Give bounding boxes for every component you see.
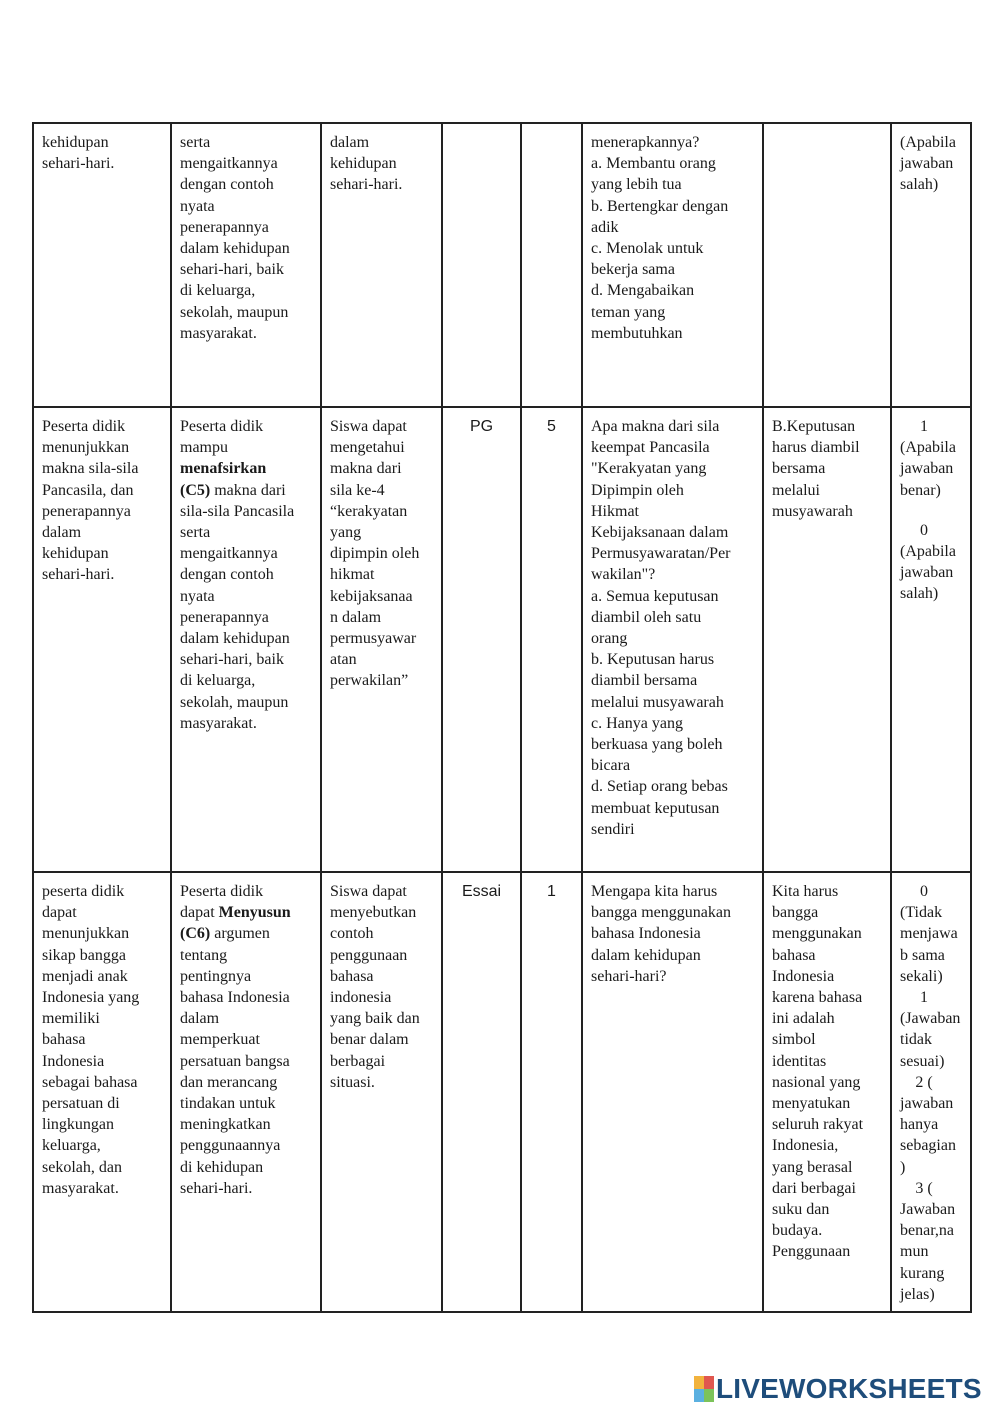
table-body	[33, 123, 971, 1312]
score-line: hanya	[900, 1116, 939, 1134]
indicator-text: mengaitkannya	[180, 155, 278, 173]
question-line: bicara	[591, 757, 631, 775]
competency-cell	[33, 872, 171, 1312]
question-cell	[582, 872, 763, 1312]
score-line: sekali)	[900, 967, 943, 985]
indicator-line	[180, 607, 312, 628]
question-line: orang	[591, 630, 628, 648]
indicator-text: dapat	[180, 904, 219, 922]
objective-line: benar dalam	[330, 1031, 409, 1049]
question-line: sehari-hari?	[591, 967, 667, 985]
indicator-text: mampu	[180, 439, 228, 457]
answer-line: nasional yang	[772, 1073, 861, 1091]
question-line: teman yang	[591, 303, 666, 321]
competency-line: menunjukkan	[42, 439, 130, 457]
question-number-cell: 1	[521, 872, 582, 1312]
indicator-line	[180, 1072, 312, 1093]
indicator-line	[180, 692, 312, 713]
question-line: Permusyawaratan/Per	[591, 545, 731, 563]
question-type-cell: Essai	[442, 872, 521, 1312]
score-cell	[891, 123, 971, 407]
question-line: diambil bersama	[591, 672, 698, 690]
indicator-line	[180, 1135, 312, 1156]
competency-line: memiliki	[42, 1010, 100, 1028]
indicator-text: sila-sila Pancasila	[180, 502, 295, 520]
competency-line: sehari-hari.	[42, 155, 115, 173]
question-line: d. Mengabaikan	[591, 282, 695, 300]
assessment-grid-table	[32, 122, 972, 1313]
question-line: bahasa Indonesia	[591, 925, 701, 943]
competency-line: persatuan di	[42, 1095, 120, 1113]
indicator-line	[180, 280, 312, 301]
indicator-line	[180, 153, 312, 174]
question-line: "Kerakyatan yang	[591, 460, 707, 478]
score-line: 3 (	[915, 1179, 933, 1197]
question-line: bekerja sama	[591, 261, 675, 279]
objective-line: kehidupan	[330, 155, 397, 173]
answer-line: seluruh rakyat	[772, 1116, 864, 1134]
indicator-line	[180, 437, 312, 458]
indicator-text: pentingnya	[180, 967, 252, 985]
indicator-line	[180, 1051, 312, 1072]
score-line: sesuai)	[900, 1052, 945, 1070]
score-line: b sama	[900, 946, 945, 964]
question-line: adik	[591, 218, 619, 236]
competency-line: kehidupan	[42, 545, 109, 563]
question-line: Apa makna dari sila	[591, 418, 720, 435]
indicator-line	[180, 302, 312, 323]
objective-line: contoh	[330, 925, 374, 943]
indicator-text: nyata	[180, 587, 215, 605]
question-line: b. Bertengkar dengan	[591, 197, 729, 215]
objective-line: sila ke-4	[330, 481, 385, 499]
answer-line: karena bahasa	[772, 989, 863, 1007]
question-line: sendiri	[591, 820, 635, 838]
indicator-bold: menafsirkan	[180, 460, 267, 478]
objective-line: permusyawar	[330, 630, 417, 648]
score-line: benar)	[900, 481, 941, 499]
answer-line: bangga	[772, 904, 819, 922]
liveworksheets-logo	[694, 1374, 982, 1404]
question-number-cell	[521, 123, 582, 407]
competency-line: keluarga,	[42, 1137, 101, 1155]
objective-line: situasi.	[330, 1073, 375, 1091]
logo-text: LIVEWORKSHEETS	[716, 1373, 982, 1404]
indicator-line	[180, 543, 312, 564]
answer-line: suku dan	[772, 1201, 830, 1219]
question-line: c. Menolak untuk	[591, 240, 704, 258]
row-bahasa-indonesia	[33, 872, 971, 1312]
question-line: b. Keputusan harus	[591, 651, 715, 669]
indicator-text: sehari-hari, baik	[180, 261, 284, 279]
indicator-text: serta	[180, 524, 211, 542]
score-line: jawaban	[900, 1095, 954, 1113]
answer-line: dari berbagai	[772, 1179, 856, 1197]
competency-line: dalam	[42, 524, 82, 542]
indicator-line	[180, 238, 312, 259]
indicator-line	[180, 1093, 312, 1114]
objective-line: dipimpin oleh	[330, 545, 420, 563]
indicator-text: mengaitkannya	[180, 545, 278, 563]
question-line: membutuhkan	[591, 324, 683, 342]
indicator-text: dengan contoh	[180, 176, 274, 194]
objective-line: yang	[330, 524, 362, 542]
question-type-cell: PG	[442, 407, 521, 872]
competency-line: Indonesia	[42, 1052, 105, 1070]
answer-key-cell	[763, 872, 891, 1312]
answer-line: B.Keputusan	[772, 418, 856, 435]
score-line: salah)	[900, 176, 939, 194]
score-line: sebagian	[900, 1137, 956, 1155]
question-line: keempat Pancasila	[591, 439, 710, 457]
objective-line: penggunaan	[330, 946, 408, 964]
score-line: jawaban	[900, 564, 954, 582]
indicator-line	[180, 501, 312, 522]
indicator-text: serta	[180, 134, 211, 151]
score-line: jawaban	[900, 460, 954, 478]
indicator-text: dalam kehidupan	[180, 630, 290, 648]
objective-line: “kerakyatan	[330, 502, 408, 520]
answer-line: identitas	[772, 1052, 827, 1070]
indicator-cell	[171, 123, 321, 407]
competency-line: Indonesia yang	[42, 989, 140, 1007]
objective-line: sehari-hari.	[330, 176, 403, 194]
indicator-line	[180, 713, 312, 734]
indicator-text: bahasa Indonesia	[180, 989, 290, 1007]
indicator-text: sekolah, maupun	[180, 693, 289, 711]
answer-key-cell	[763, 123, 891, 407]
indicator-text: di keluarga,	[180, 282, 256, 300]
indicator-cell	[171, 407, 321, 872]
competency-line: Pancasila, dan	[42, 481, 134, 499]
score-line: 0	[920, 883, 928, 900]
indicator-line	[180, 196, 312, 217]
indicator-text: penggunaannya	[180, 1137, 281, 1155]
question-line: berkuasa yang boleh	[591, 736, 723, 754]
indicator-text: dalam	[180, 1010, 220, 1028]
indicator-line	[180, 132, 312, 153]
answer-line: Indonesia,	[772, 1137, 839, 1155]
competency-line: sekolah, dan	[42, 1158, 122, 1176]
answer-key-cell	[763, 407, 891, 872]
competency-line: menjadi anak	[42, 967, 128, 985]
objective-line: mengetahui	[330, 439, 405, 457]
score-line: Jawaban	[900, 1201, 956, 1219]
score-line: (Apabila	[900, 543, 956, 561]
indicator-line	[180, 945, 312, 966]
question-line: melalui musyawarah	[591, 693, 724, 711]
answer-line: ini adalah	[772, 1010, 835, 1028]
question-line: a. Membantu orang	[591, 155, 716, 173]
indicator-line	[180, 923, 312, 944]
row-pancasila-sila-4	[33, 407, 971, 872]
answer-line: harus diambil	[772, 439, 860, 457]
question-number-cell: 5	[521, 407, 582, 872]
competency-cell	[33, 407, 171, 872]
competency-line: dapat	[42, 904, 77, 922]
objective-cell	[321, 407, 442, 872]
competency-line: penerapannya	[42, 502, 131, 520]
indicator-line	[180, 966, 312, 987]
objective-line: perwakilan”	[330, 672, 409, 690]
score-line: menjawa	[900, 925, 958, 943]
indicator-text: meningkatkan	[180, 1116, 271, 1134]
answer-line: yang berasal	[772, 1158, 853, 1176]
score-line: (Tidak	[900, 904, 943, 922]
indicator-text: di keluarga,	[180, 672, 256, 690]
indicator-line	[180, 586, 312, 607]
indicator-text: dalam kehidupan	[180, 240, 290, 258]
score-line: salah)	[900, 585, 939, 603]
objective-line: Siswa dapat	[330, 883, 407, 900]
indicator-text: persatuan bangsa	[180, 1052, 290, 1070]
question-line: membuat keputusan	[591, 799, 720, 817]
question-cell	[582, 407, 763, 872]
score-line: 1	[920, 418, 928, 435]
question-cell	[582, 123, 763, 407]
question-line: diambil oleh satu	[591, 608, 702, 626]
objective-line: yang baik dan	[330, 1010, 420, 1028]
objective-line: makna dari	[330, 460, 402, 478]
question-line: Kebijaksanaan dalam	[591, 524, 729, 542]
question-line: Mengapa kita harus	[591, 883, 718, 900]
question-line: bangga menggunakan	[591, 904, 731, 922]
objective-cell	[321, 872, 442, 1312]
indicator-line	[180, 1178, 312, 1199]
answer-line: Kita harus	[772, 883, 839, 900]
score-line: (Jawaban	[900, 1010, 961, 1028]
score-cell	[891, 407, 971, 872]
score-line: )	[900, 1158, 906, 1176]
indicator-text: dan merancang	[180, 1073, 278, 1091]
indicator-line	[180, 902, 312, 923]
competency-line: masyarakat.	[42, 1179, 119, 1197]
score-line: 1	[920, 989, 928, 1007]
indicator-text: Peserta didik	[180, 418, 264, 435]
indicator-text: penerapannya	[180, 218, 269, 236]
objective-line: dalam	[330, 134, 370, 151]
indicator-text: nyata	[180, 197, 215, 215]
question-line: dalam kehidupan	[591, 946, 701, 964]
indicator-text: dengan contoh	[180, 566, 274, 584]
answer-line: Penggunaan	[772, 1243, 851, 1261]
indicator-line	[180, 1157, 312, 1178]
indicator-bold: (C5)	[180, 481, 211, 499]
indicator-text: penerapannya	[180, 608, 269, 626]
objective-line: bahasa	[330, 967, 374, 985]
indicator-text: makna dari	[210, 481, 286, 499]
objective-line: kebijaksanaa	[330, 587, 413, 605]
indicator-cell	[171, 872, 321, 1312]
objective-line: indonesia	[330, 989, 392, 1007]
indicator-line	[180, 881, 312, 902]
answer-line: menyatukan	[772, 1095, 851, 1113]
indicator-line	[180, 174, 312, 195]
competency-line: sikap bangga	[42, 946, 126, 964]
score-line: (Apabila	[900, 439, 956, 457]
indicator-line	[180, 670, 312, 691]
question-line: wakilan"?	[591, 566, 656, 584]
objective-line: atan	[330, 651, 357, 669]
score-line: mun	[900, 1243, 929, 1261]
logo-mark-icon	[694, 1376, 714, 1402]
competency-line: menunjukkan	[42, 925, 130, 943]
answer-line: Indonesia	[772, 967, 835, 985]
competency-line: sebagai bahasa	[42, 1073, 138, 1091]
question-type-cell	[442, 123, 521, 407]
objective-line: hikmat	[330, 566, 375, 584]
competency-cell	[33, 123, 171, 407]
score-line: benar,na	[900, 1222, 954, 1240]
indicator-line	[180, 1114, 312, 1135]
question-line: menerapkannya?	[591, 134, 700, 151]
indicator-line	[180, 458, 312, 479]
indicator-line	[180, 522, 312, 543]
question-line: d. Setiap orang bebas	[591, 778, 728, 796]
indicator-line	[180, 1029, 312, 1050]
answer-line: musyawarah	[772, 502, 853, 520]
competency-line: kehidupan	[42, 134, 109, 151]
score-line: 0	[920, 521, 928, 539]
indicator-text: tindakan untuk	[180, 1095, 276, 1113]
competency-line: sehari-hari.	[42, 566, 115, 584]
indicator-text: tentang	[180, 946, 228, 964]
question-line: Dipimpin oleh	[591, 481, 684, 499]
score-cell	[891, 872, 971, 1312]
indicator-line	[180, 259, 312, 280]
answer-line: menggunakan	[772, 925, 862, 943]
competency-line: Peserta didik	[42, 418, 126, 435]
indicator-line	[180, 1008, 312, 1029]
objective-cell	[321, 123, 442, 407]
objective-line: n dalam	[330, 608, 382, 626]
indicator-text: di kehidupan	[180, 1158, 264, 1176]
indicator-line	[180, 416, 312, 437]
indicator-text: memperkuat	[180, 1031, 260, 1049]
answer-line: bahasa	[772, 946, 816, 964]
indicator-text: sehari-hari.	[180, 1179, 253, 1197]
indicator-line	[180, 217, 312, 238]
indicator-bold: (C6)	[180, 925, 211, 943]
answer-line: melalui	[772, 481, 820, 499]
indicator-line	[180, 480, 312, 501]
score-line: kurang	[900, 1264, 945, 1282]
competency-line: peserta didik	[42, 883, 125, 900]
score-line	[900, 501, 962, 520]
score-line: 2 (	[915, 1073, 933, 1091]
indicator-line	[180, 628, 312, 649]
indicator-line	[180, 323, 312, 344]
indicator-text: argumen	[210, 925, 270, 943]
score-line: (Apabila	[900, 134, 956, 151]
objective-line: Siswa dapat	[330, 418, 407, 435]
objective-line: menyebutkan	[330, 904, 417, 922]
competency-line: makna sila-sila	[42, 460, 139, 478]
indicator-line	[180, 649, 312, 670]
score-line: jelas)	[900, 1285, 935, 1303]
indicator-line	[180, 564, 312, 585]
indicator-text: Peserta didik	[180, 883, 264, 900]
question-line: yang lebih tua	[591, 176, 682, 194]
competency-line: bahasa	[42, 1031, 86, 1049]
indicator-line	[180, 987, 312, 1008]
indicator-bold: Menyusun	[218, 904, 291, 922]
indicator-text: masyarakat.	[180, 324, 257, 342]
indicator-text: sekolah, maupun	[180, 303, 289, 321]
competency-line: lingkungan	[42, 1116, 114, 1134]
question-line: Hikmat	[591, 502, 639, 520]
objective-line: berbagai	[330, 1052, 386, 1070]
answer-line: simbol	[772, 1031, 816, 1049]
indicator-text: masyarakat.	[180, 714, 257, 732]
question-line: a. Semua keputusan	[591, 587, 719, 605]
answer-line: budaya.	[772, 1222, 823, 1240]
answer-line: bersama	[772, 460, 826, 478]
indicator-text: sehari-hari, baik	[180, 651, 284, 669]
question-line: c. Hanya yang	[591, 714, 683, 732]
score-line: tidak	[900, 1031, 932, 1049]
score-line: jawaban	[900, 155, 954, 173]
row-continued	[33, 123, 971, 407]
